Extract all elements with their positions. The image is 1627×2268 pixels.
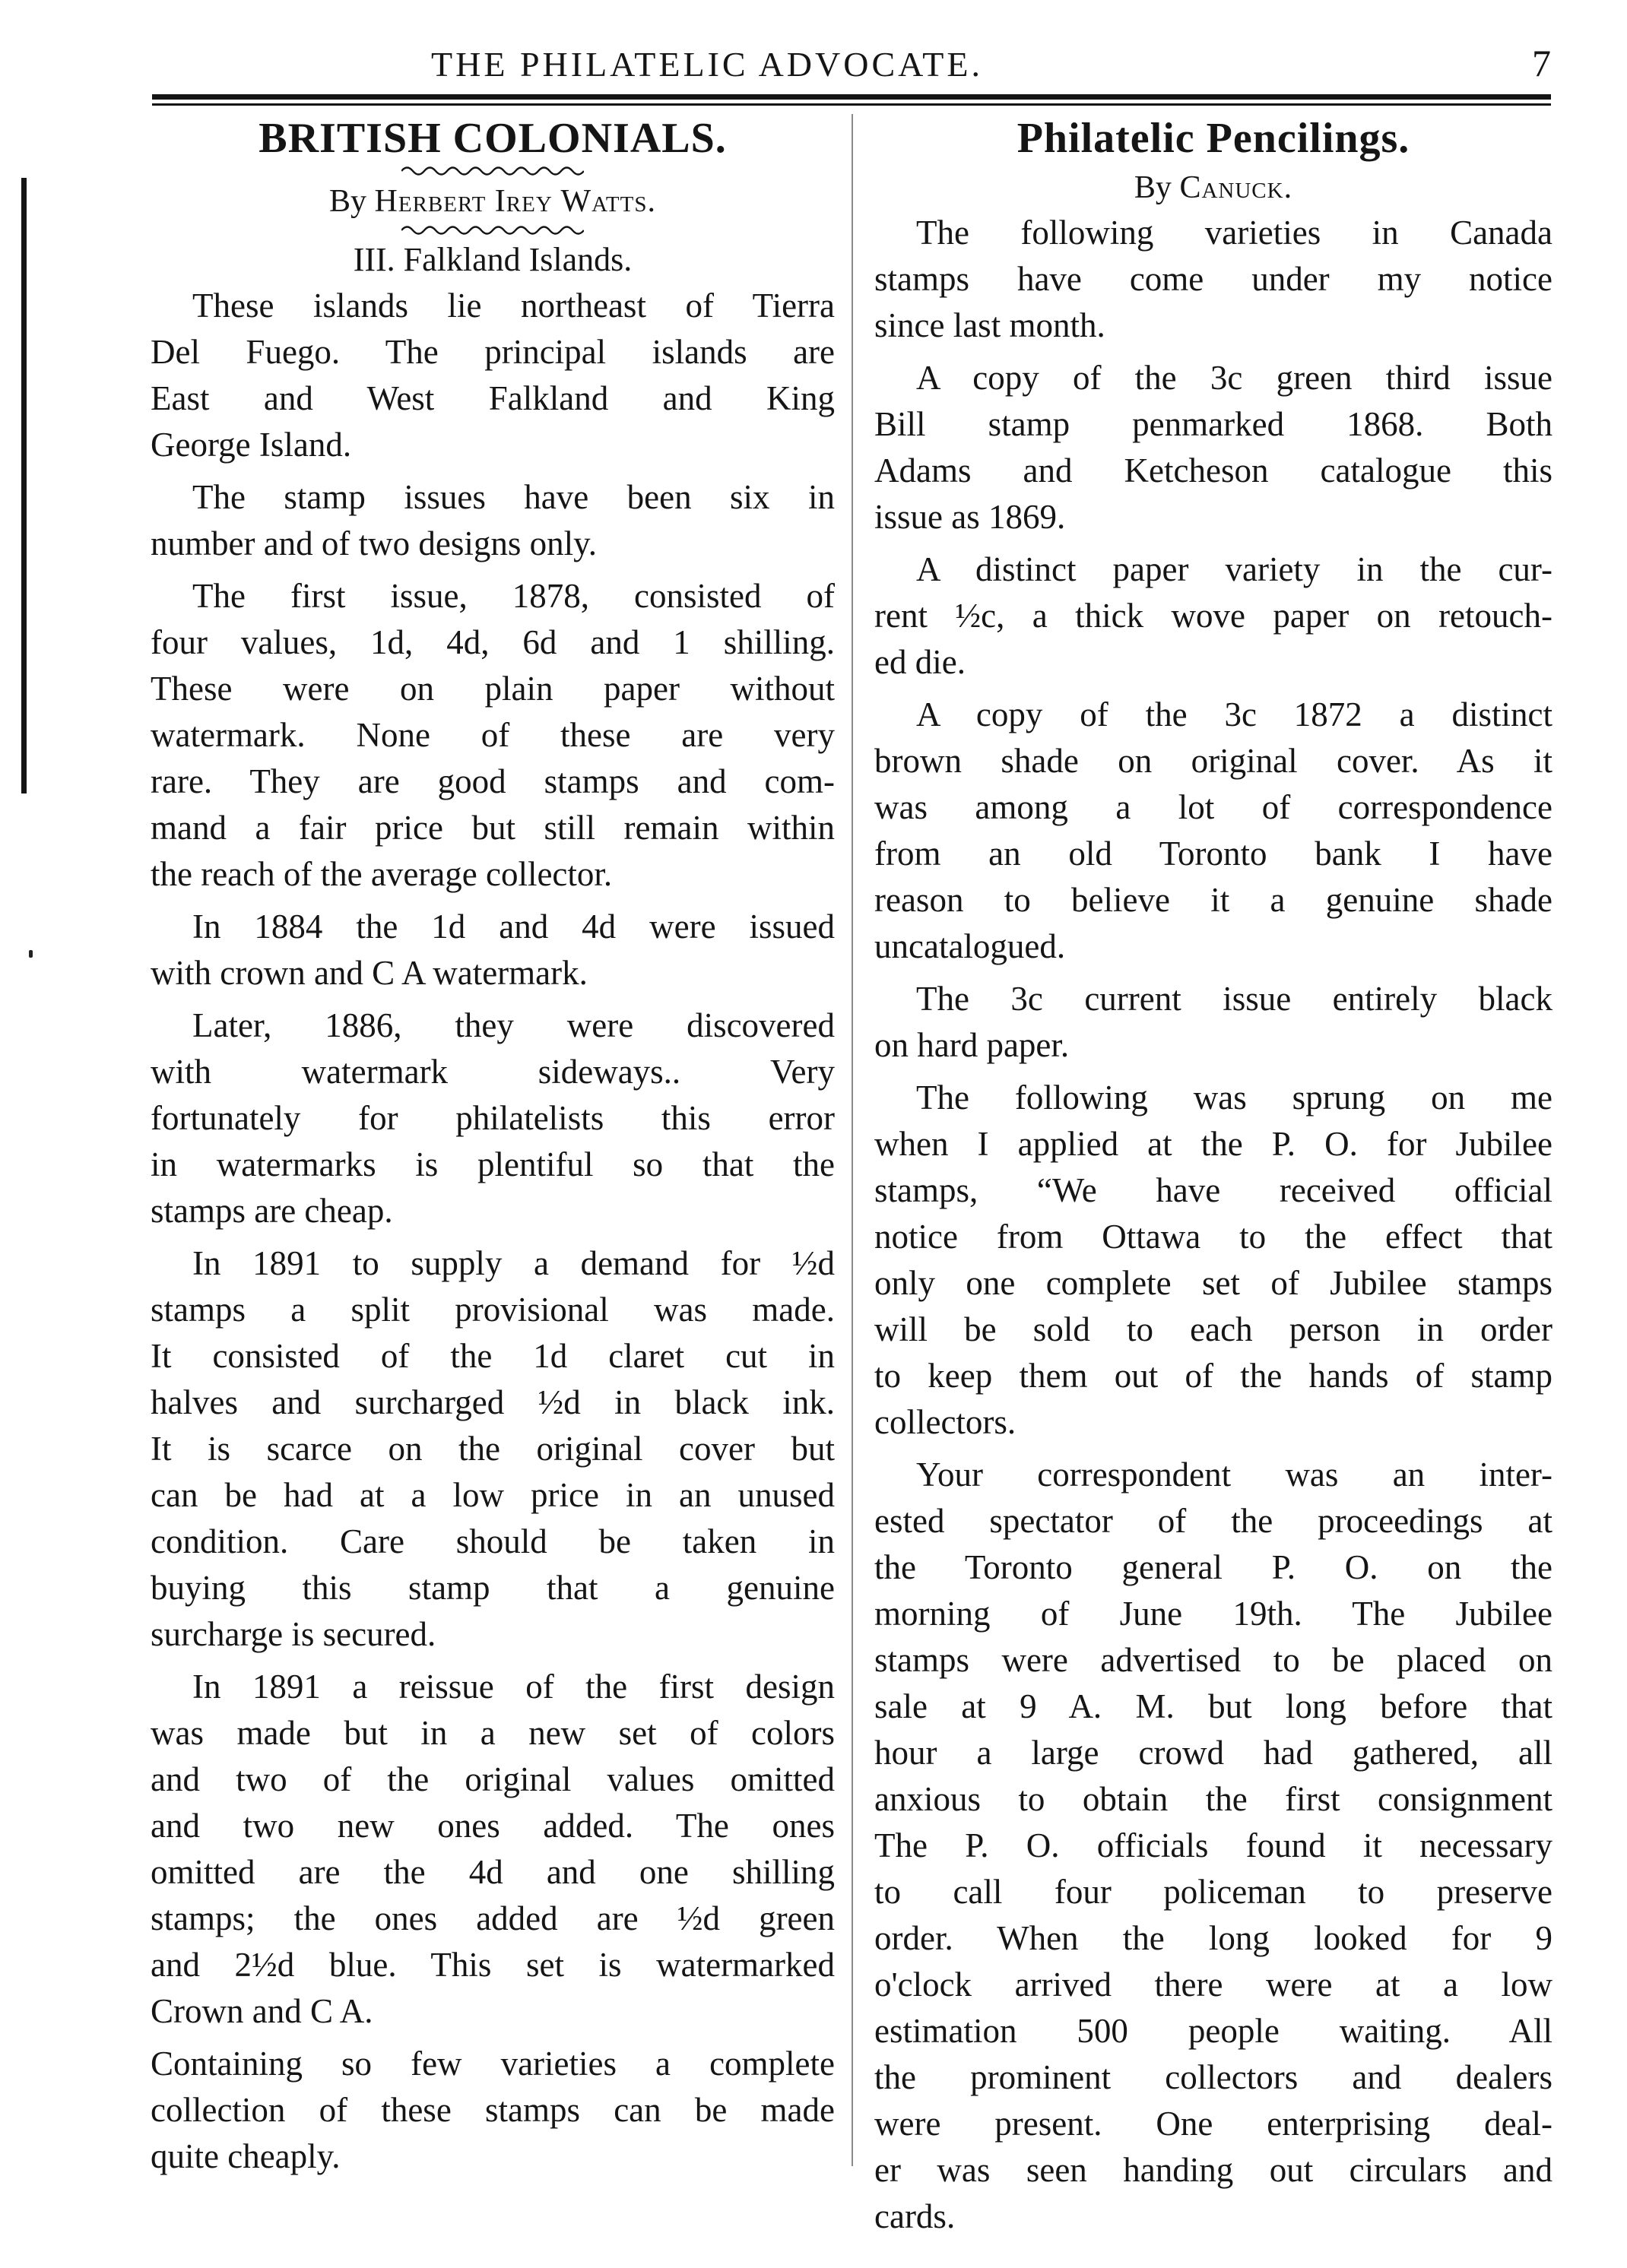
text-line: East and West Falkland and King xyxy=(151,379,835,417)
header-rule-thin xyxy=(152,103,1551,106)
paragraph xyxy=(874,692,1552,970)
margin-mark xyxy=(21,178,27,793)
text-line: with crown and C A watermark. xyxy=(151,954,588,992)
text-line: the Toronto general P. O. on the xyxy=(874,1548,1552,1586)
text-line: brown shade on original cover. As it xyxy=(874,742,1552,780)
left-column xyxy=(151,112,835,2186)
text-line: anxious to obtain the first consignment xyxy=(874,1780,1552,1818)
paragraph xyxy=(151,474,835,567)
text-line: rare. They are good stamps and com- xyxy=(151,762,835,800)
paragraph xyxy=(151,2041,835,2180)
text-line: the reach of the average collector. xyxy=(151,855,613,893)
text-line: The 3c current issue entirely black xyxy=(916,980,1552,1018)
text-line: The following was sprung on me xyxy=(916,1079,1552,1117)
header-rule-thick xyxy=(152,94,1551,100)
text-line: These islands lie northeast of Tierra xyxy=(192,287,835,325)
text-line: halves and surcharged ½d in black ink. xyxy=(151,1383,835,1421)
text-line: number and of two designs only. xyxy=(151,524,597,562)
text-line: was made but in a new set of colors xyxy=(151,1714,835,1752)
text-line: in watermarks is plentiful so that the xyxy=(151,1145,835,1183)
paragraph xyxy=(151,283,835,468)
text-line: hour a large crowd had gathered, all xyxy=(874,1734,1552,1772)
text-line: stamps a split provisional was made. xyxy=(151,1291,835,1329)
text-line: buying this stamp that a genuine xyxy=(151,1569,835,1607)
text-line: o'clock arrived there were at a low xyxy=(874,1965,1552,2004)
paragraph xyxy=(874,976,1552,1069)
paragraph xyxy=(874,1075,1552,1446)
byline-left xyxy=(151,179,835,223)
right-article-body xyxy=(874,210,1552,2240)
page-number: 7 xyxy=(1532,42,1551,84)
text-line: collectors. xyxy=(874,1403,1016,1441)
byline-prefix: By xyxy=(329,184,367,219)
text-line: notice from Ottawa to the effect that xyxy=(874,1218,1552,1256)
column-divider xyxy=(852,114,853,2166)
text-line: collection of these stamps can be made xyxy=(151,2091,835,2129)
text-line: A distinct paper variety in the cur- xyxy=(916,550,1552,588)
byline-author: Canuck. xyxy=(1179,170,1293,205)
text-line: Del Fuego. The principal islands are xyxy=(151,333,835,371)
text-line: to call four policeman to preserve xyxy=(874,1873,1552,1911)
text-line: In 1884 the 1d and 4d were issued xyxy=(192,908,835,946)
text-line: can be had at a low price in an unused xyxy=(151,1476,835,1514)
text-line: George Island. xyxy=(151,426,352,464)
text-line: four values, 1d, 4d, 6d and 1 shilling. xyxy=(151,623,835,661)
text-line: ested spectator of the proceedings at xyxy=(874,1502,1552,1540)
text-line: ed die. xyxy=(874,643,966,681)
squiggle-ornament xyxy=(401,164,584,178)
text-line: sale at 9 A. M. but long before that xyxy=(874,1687,1552,1725)
text-line: stamps have come under my notice xyxy=(874,260,1552,298)
article-heading-british-colonials: BRITISH COLONIALS. xyxy=(258,115,727,162)
text-line: on hard paper. xyxy=(874,1026,1070,1064)
text-line: only one complete set of Jubilee stamps xyxy=(874,1264,1552,1302)
text-line: with watermark sideways.. Very xyxy=(151,1053,835,1091)
article-heading-philatelic-pencilings: Philatelic Pencilings. xyxy=(1016,115,1410,162)
paragraph xyxy=(874,1452,1552,2240)
paragraph xyxy=(151,573,835,898)
paragraph xyxy=(874,546,1552,686)
text-line: The following varieties in Canada xyxy=(916,214,1552,252)
text-line: rent ½c, a thick wove paper on retouch- xyxy=(874,597,1552,635)
text-line: when I applied at the P. O. for Jubilee xyxy=(874,1125,1552,1163)
text-line: Adams and Ketcheson catalogue this xyxy=(874,451,1552,489)
text-line: condition. Care should be taken in xyxy=(151,1522,835,1560)
text-line: stamps, “We have received official xyxy=(874,1171,1552,1209)
paragraph xyxy=(151,904,835,996)
running-head xyxy=(152,38,1551,88)
text-line: watermark. None of these are very xyxy=(151,716,835,754)
paragraph xyxy=(151,1664,835,2035)
text-line: cards. xyxy=(874,2197,956,2235)
text-line: uncatalogued. xyxy=(874,927,1066,965)
text-line: The stamp issues have been six in xyxy=(192,478,835,516)
running-title: THE PHILATELIC ADVOCATE. xyxy=(431,45,983,84)
text-line: A copy of the 3c 1872 a distinct xyxy=(916,695,1552,733)
byline-prefix: By xyxy=(1134,170,1172,205)
text-line: and two new ones added. The ones xyxy=(151,1807,835,1845)
text-line: Bill stamp penmarked 1868. Both xyxy=(874,405,1552,443)
text-line: It is scarce on the original cover but xyxy=(151,1430,835,1468)
paragraph xyxy=(151,1240,835,1658)
text-line: Later, 1886, they were discovered xyxy=(192,1006,835,1044)
text-line: the prominent collectors and dealers xyxy=(874,2058,1552,2096)
text-line: omitted are the 4d and one shilling xyxy=(151,1853,835,1891)
text-line: order. When the long looked for 9 xyxy=(874,1919,1552,1957)
text-line: Containing so few varieties a complete xyxy=(151,2045,835,2083)
text-line: to keep them out of the hands of stamp xyxy=(874,1357,1552,1395)
text-line: reason to believe it a genuine shade xyxy=(874,881,1552,919)
text-line: The P. O. officials found it necessary xyxy=(874,1826,1552,1864)
text-line: A copy of the 3c green third issue xyxy=(916,359,1552,397)
paragraph xyxy=(874,355,1552,540)
text-line: The first issue, 1878, consisted of xyxy=(192,577,835,615)
text-line: Crown and C A. xyxy=(151,1992,373,2030)
text-line: These were on plain paper without xyxy=(151,670,835,708)
text-line: In 1891 to supply a demand for ½d xyxy=(192,1244,835,1282)
text-line: In 1891 a reissue of the first design xyxy=(192,1668,835,1706)
text-line: from an old Toronto bank I have xyxy=(874,835,1552,873)
left-article-body xyxy=(151,283,835,2180)
text-line: It consisted of the 1d claret cut in xyxy=(151,1337,835,1375)
text-line: and two of the original values omitted xyxy=(151,1760,835,1798)
text-line: morning of June 19th. The Jubilee xyxy=(874,1595,1552,1633)
squiggle-ornament xyxy=(401,223,584,237)
text-line: mand a fair price but still remain within xyxy=(151,809,835,847)
margin-speck xyxy=(29,950,33,958)
text-line: since last month. xyxy=(874,306,1105,344)
byline-author: Herbert Irey Watts. xyxy=(374,184,656,219)
text-line: were present. One enterprising deal- xyxy=(874,2105,1552,2143)
text-line: er was seen handing out circulars and xyxy=(874,2151,1552,2189)
text-line: stamps were advertised to be placed on xyxy=(874,1641,1552,1679)
text-line: will be sold to each person in order xyxy=(874,1310,1552,1348)
byline-right xyxy=(874,166,1552,210)
paragraph xyxy=(874,210,1552,349)
text-line: quite cheaply. xyxy=(151,2137,341,2175)
text-line: fortunately for philatelists this error xyxy=(151,1099,835,1137)
text-line: and 2½d blue. This set is watermarked xyxy=(151,1946,835,1984)
text-line: Your correspondent was an inter- xyxy=(916,1456,1552,1494)
text-line: surcharge is secured. xyxy=(151,1615,436,1653)
text-line: stamps are cheap. xyxy=(151,1192,393,1230)
text-line: estimation 500 people waiting. All xyxy=(874,2012,1552,2050)
text-line: issue as 1869. xyxy=(874,498,1066,536)
section-subheading: III. Falkland Islands. xyxy=(353,241,633,278)
right-column xyxy=(874,112,1552,2246)
paragraph xyxy=(151,1003,835,1234)
text-line: stamps; the ones added are ½d green xyxy=(151,1899,835,1937)
text-line: was among a lot of correspondence xyxy=(874,788,1552,826)
